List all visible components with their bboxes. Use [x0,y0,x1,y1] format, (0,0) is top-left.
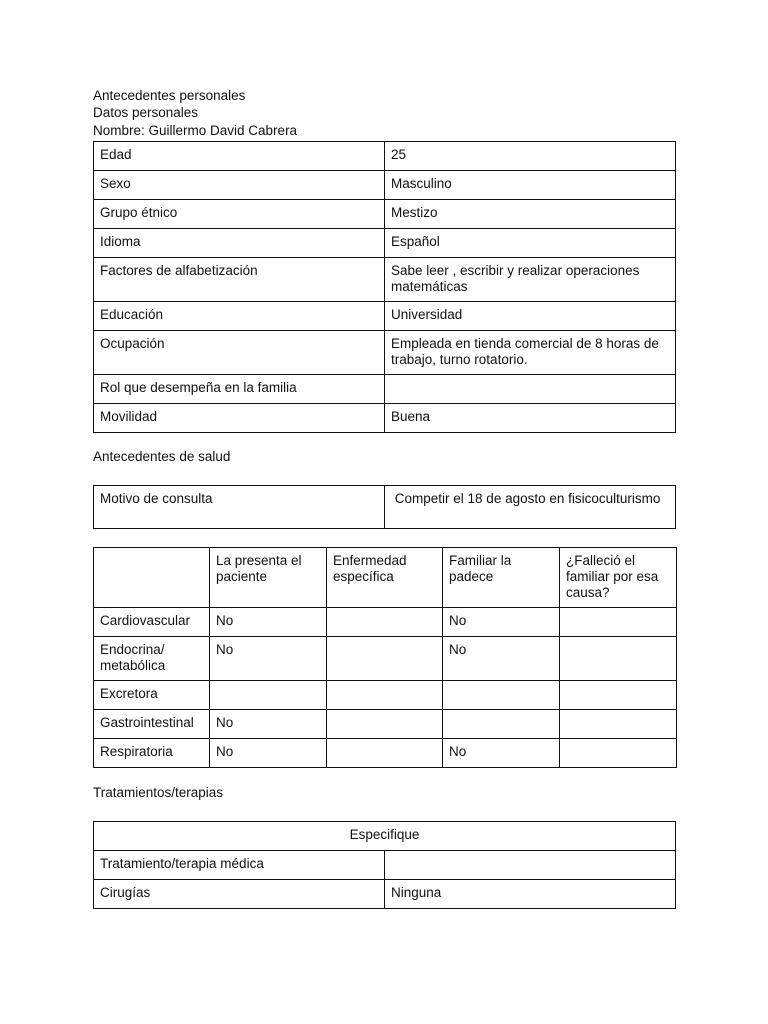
table-row [94,880,676,909]
value-cell [385,851,676,880]
table-row [94,637,677,681]
table-row [94,200,676,229]
table-cell [327,710,443,739]
table-row [94,302,676,331]
table-cell: No [443,739,560,768]
section-title-tratamientos: Tratamientos/terapias [93,785,224,800]
table-cell [327,608,443,637]
table-cell [560,608,677,637]
label-cell: Grupo étnico [94,200,385,229]
value-cell: Competir el 18 de agosto en fisicoculturismo [385,486,676,529]
table-row [94,171,676,200]
value-cell: Mestizo [385,200,676,229]
patient-name: Nombre: Guillermo David Cabrera [93,123,298,138]
table-cell [560,710,677,739]
system-cell: Respiratoria [94,739,210,768]
column-header: Enfermedad específica [327,548,443,608]
table-row [94,681,677,710]
table-cell: No [210,710,327,739]
treatments-table [93,821,676,909]
label-cell: Idioma [94,229,385,258]
label-cell: Ocupación [94,331,385,375]
table-row [94,608,677,637]
label-cell: Movilidad [94,404,385,433]
value-cell: Sabe leer , escribir y realizar operaciones matemáticas [385,258,676,302]
table-cell [327,739,443,768]
section-title-antecedentes-salud: Antecedentes de salud [93,449,231,464]
table-row [94,258,676,302]
label-cell: Cirugías [94,880,385,909]
system-cell: Excretora [94,681,210,710]
label-cell: Rol que desempeña en la familia [94,375,385,404]
column-header: Familiar la padece [443,548,560,608]
table-row [94,331,676,375]
table-cell [443,681,560,710]
column-header: La presenta el paciente [210,548,327,608]
table-cell [327,637,443,681]
label-cell: Tratamiento/terapia médica [94,851,385,880]
table-cell [560,637,677,681]
column-header [94,548,210,608]
label-cell: Factores de alfabetización [94,258,385,302]
column-header: ¿Falleció el familiar por esa causa? [560,548,677,608]
table-cell [210,681,327,710]
table-cell: No [210,739,327,768]
section-title-antecedentes-personales: Antecedentes personales [93,88,246,103]
table-row [94,404,676,433]
label-cell: Sexo [94,171,385,200]
table-cell [560,681,677,710]
consultation-table [93,485,676,529]
table-row [94,486,676,529]
table-cell: No [443,608,560,637]
value-cell: Ninguna [385,880,676,909]
value-cell: Español [385,229,676,258]
label-cell: Motivo de consulta [94,486,385,529]
value-cell: 25 [385,142,676,171]
value-cell: Universidad [385,302,676,331]
specify-header: Especifique [94,822,676,851]
table-row [94,739,677,768]
subsection-title-datos-personales: Datos personales [93,105,199,120]
table-header-row [94,822,676,851]
table-header-row [94,548,677,608]
table-row [94,710,677,739]
value-cell: Empleada en tienda comercial de 8 horas de trabajo, turno rotatorio. [385,331,676,375]
value-cell: Masculino [385,171,676,200]
table-cell [560,739,677,768]
label-cell: Edad [94,142,385,171]
table-row [94,851,676,880]
table-cell [327,681,443,710]
value-cell: Buena [385,404,676,433]
table-cell: No [210,637,327,681]
table-row [94,229,676,258]
personal-data-table [93,141,676,433]
system-cell: Endocrina/ metabólica [94,637,210,681]
table-cell: No [210,608,327,637]
system-cell: Cardiovascular [94,608,210,637]
table-row [94,375,676,404]
table-row [94,142,676,171]
system-cell: Gastrointestinal [94,710,210,739]
value-cell [385,375,676,404]
table-cell [443,710,560,739]
table-cell: No [443,637,560,681]
label-cell: Educación [94,302,385,331]
health-history-table [93,547,677,768]
